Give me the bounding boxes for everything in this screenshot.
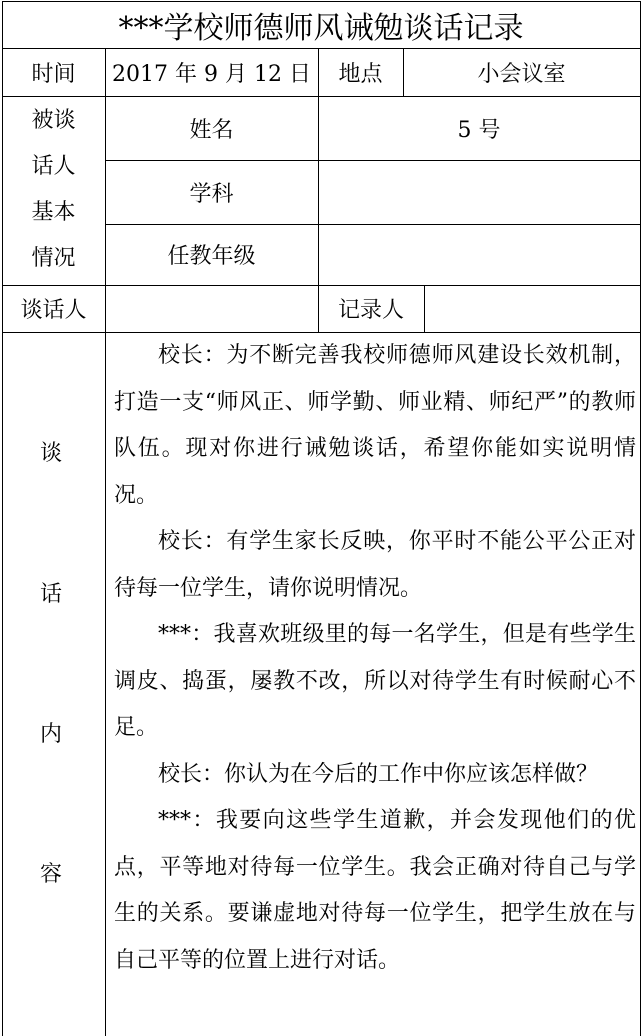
conversation-paragraph: ***：我喜欢班级里的每一名学生，但是有些学生调皮、捣蛋，屡教不改，所以对待学生有时候耐心不足。 <box>114 622 636 740</box>
conversation-content <box>114 333 636 984</box>
conversation-paragraph: 校长：为不断完善我校师德师风建设长效机制，打造一支“师风正、师学勤、师业精、师纪严”的教师队伍。现对你进行诫勉谈话，希望你能如实说明情况。 <box>114 343 636 508</box>
content-label-char: 谈 <box>40 441 63 466</box>
page-title: ***学校师德师风诫勉谈话记录 <box>118 10 524 46</box>
interviewee-info-label <box>2 98 105 284</box>
subject-label: 学科 <box>189 181 234 207</box>
subject-value <box>318 160 640 224</box>
content-label-char: 内 <box>40 722 63 747</box>
grade-value <box>318 224 640 285</box>
place-value: 小会议室 <box>477 61 566 87</box>
conversation-paragraph: 校长：有学生家长反映，你平时不能公平公正对待每一位学生，请你说明情况。 <box>114 529 636 601</box>
interviewee-label-line: 被谈 <box>31 108 76 133</box>
border-right <box>640 1 641 1036</box>
name-value: 5 号 <box>457 117 501 143</box>
recorder-value <box>424 285 640 332</box>
recorder-label: 记录人 <box>337 298 404 323</box>
interviewee-label-line: 基本 <box>31 200 76 225</box>
grade-label: 任教年级 <box>167 244 256 269</box>
place-label: 地点 <box>338 61 383 87</box>
conversation-paragraph: ***：我要向这些学生道歉，并会发现他们的优点，平等地对待每一位学生。我会正确对待自己与学生的关系。要谦虚地对待每一位学生，把学生放在与自己平等的位置上进行对话。 <box>114 808 636 973</box>
content-label-char: 容 <box>40 862 63 887</box>
talker-value <box>105 285 318 332</box>
interviewee-label-line: 话人 <box>31 154 76 179</box>
time-label: 时间 <box>31 61 76 87</box>
conversation-paragraph: 校长：你认为在今后的工作中你应该怎样做？ <box>158 761 599 787</box>
time-value: 2017 年 9 月 12 日 <box>112 61 311 87</box>
interviewee-label-line: 情况 <box>31 246 76 271</box>
talker-label: 谈话人 <box>20 298 87 323</box>
content-label-char: 话 <box>40 582 63 607</box>
name-label: 姓名 <box>189 117 234 143</box>
